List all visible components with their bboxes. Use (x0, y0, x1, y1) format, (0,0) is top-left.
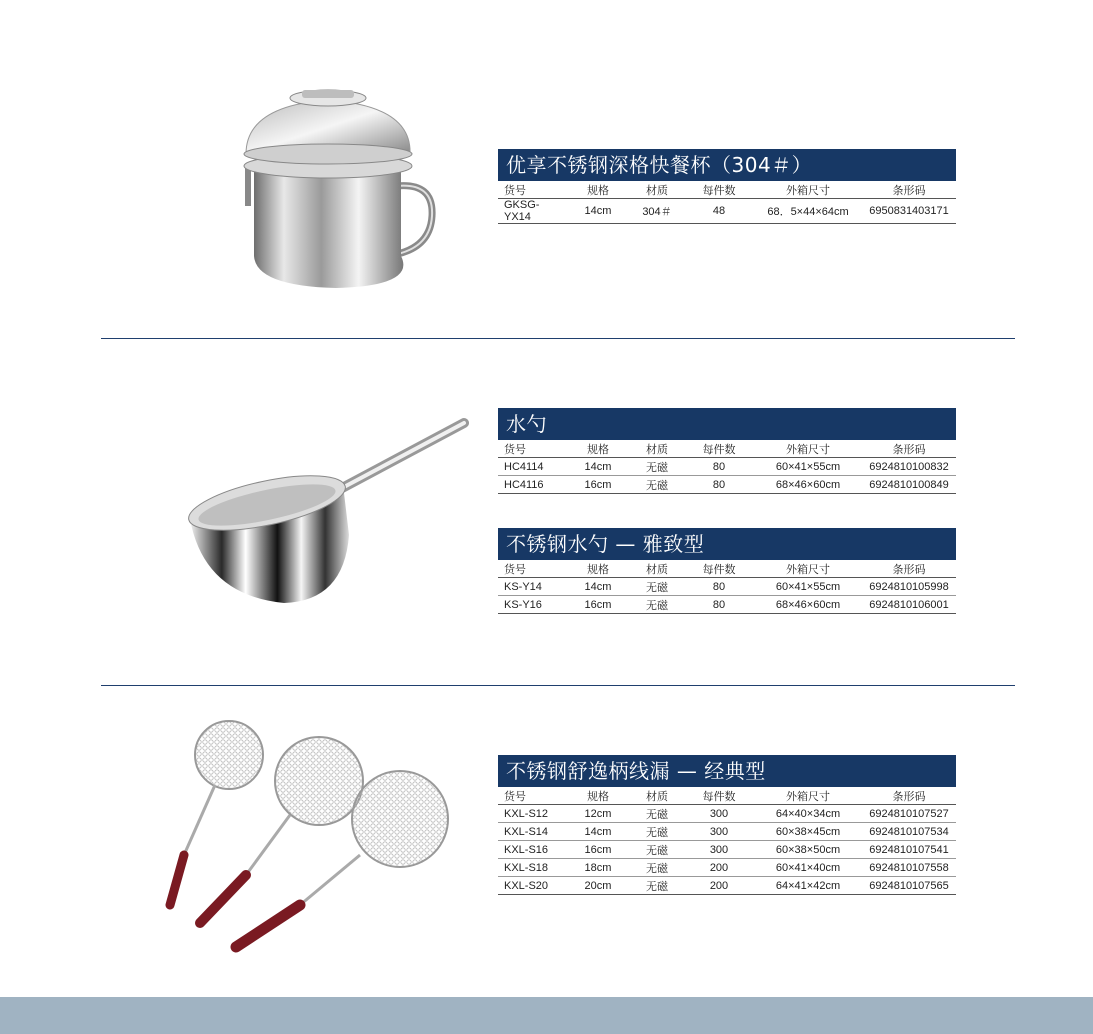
cell-barcode: 6924810107541 (862, 841, 956, 859)
cell-barcode: 6924810107527 (862, 805, 956, 823)
table-header-row (498, 560, 956, 578)
cell-barcode: 6924810107534 (862, 823, 956, 841)
cell-qty: 300 (684, 841, 754, 859)
cell-item-no: KXL-S12 (498, 805, 566, 823)
table-row (498, 476, 956, 494)
table-row (498, 823, 956, 841)
cell-size: 16cm (566, 841, 630, 859)
col-header-size: 规格 (566, 560, 630, 578)
col-header-barcode: 条形码 (862, 787, 956, 805)
table-row (498, 805, 956, 823)
cell-barcode: 6924810105998 (862, 578, 956, 596)
col-header-item-no: 货号 (498, 787, 566, 805)
cell-size: 14cm (566, 199, 630, 224)
strainer-image (160, 715, 456, 955)
col-header-qty: 每件数 (684, 440, 754, 458)
section-divider (101, 685, 1015, 686)
cell-carton: 60×38×50cm (754, 841, 862, 859)
footer-bar (0, 997, 1093, 1034)
cell-qty: 48 (684, 199, 754, 224)
cell-size: 12cm (566, 805, 630, 823)
col-header-size: 规格 (566, 787, 630, 805)
col-header-barcode: 条形码 (862, 560, 956, 578)
section-divider (101, 338, 1015, 339)
cell-size: 16cm (566, 476, 630, 494)
cell-carton: 60×41×55cm (754, 458, 862, 476)
table-header-row (498, 440, 956, 458)
table-row (498, 199, 956, 224)
cell-carton: 64×41×42cm (754, 877, 862, 895)
col-header-material: 材质 (630, 440, 684, 458)
col-header-item-no: 货号 (498, 560, 566, 578)
cell-material: 无磁 (630, 596, 684, 614)
cell-material: 无磁 (630, 823, 684, 841)
cell-qty: 80 (684, 578, 754, 596)
cell-material: 无磁 (630, 458, 684, 476)
cell-size: 14cm (566, 823, 630, 841)
table-row (498, 841, 956, 859)
cell-barcode: 6924810106001 (862, 596, 956, 614)
cell-size: 20cm (566, 877, 630, 895)
cell-size: 18cm (566, 859, 630, 877)
col-header-material: 材质 (630, 560, 684, 578)
cell-size: 14cm (566, 578, 630, 596)
col-header-qty: 每件数 (684, 181, 754, 199)
col-header-carton: 外箱尺寸 (754, 787, 862, 805)
cell-item-no: KXL-S16 (498, 841, 566, 859)
strainer-spec-table (498, 787, 956, 895)
cell-barcode: 6924810107565 (862, 877, 956, 895)
table-row (498, 596, 956, 614)
cell-qty: 200 (684, 877, 754, 895)
cell-item-no: KXL-S14 (498, 823, 566, 841)
col-header-item-no: 货号 (498, 440, 566, 458)
table-row (498, 578, 956, 596)
col-header-material: 材质 (630, 787, 684, 805)
ladle-elegant-spec-block (498, 528, 956, 614)
col-header-carton: 外箱尺寸 (754, 440, 862, 458)
cell-item-no: GKSG-YX14 (498, 199, 566, 224)
cell-qty: 80 (684, 476, 754, 494)
col-header-qty: 每件数 (684, 560, 754, 578)
cell-qty: 300 (684, 805, 754, 823)
lunch-cup-image (236, 86, 440, 292)
cell-carton: 68×46×60cm (754, 476, 862, 494)
col-header-size: 规格 (566, 181, 630, 199)
cell-qty: 80 (684, 596, 754, 614)
col-header-carton: 外箱尺寸 (754, 560, 862, 578)
cell-qty: 200 (684, 859, 754, 877)
cell-carton: 60×41×40cm (754, 859, 862, 877)
col-header-qty: 每件数 (684, 787, 754, 805)
col-header-carton: 外箱尺寸 (754, 181, 862, 199)
cell-carton: 60×41×55cm (754, 578, 862, 596)
cup-title: 优享不锈钢深格快餐杯（304＃） (498, 149, 956, 181)
cell-barcode: 6924810100849 (862, 476, 956, 494)
cell-item-no: KXL-S18 (498, 859, 566, 877)
cell-barcode: 6950831403171 (862, 199, 956, 224)
col-header-item-no: 货号 (498, 181, 566, 199)
table-header-row (498, 787, 956, 805)
cell-item-no: KS-Y16 (498, 596, 566, 614)
table-row (498, 859, 956, 877)
ladle-title: 水勺 (498, 408, 956, 440)
cell-qty: 300 (684, 823, 754, 841)
cup-spec-table (498, 181, 956, 224)
cup-spec-block (498, 149, 956, 224)
cell-carton: 64×40×34cm (754, 805, 862, 823)
col-header-barcode: 条形码 (862, 440, 956, 458)
cell-size: 14cm (566, 458, 630, 476)
cell-size: 16cm (566, 596, 630, 614)
cell-carton: 60×38×45cm (754, 823, 862, 841)
cell-material: 304＃ (630, 199, 684, 224)
strainer-spec-block (498, 755, 956, 895)
col-header-size: 规格 (566, 440, 630, 458)
table-header-row (498, 181, 956, 199)
ladle-elegant-title: 不锈钢水勺 — 雅致型 (498, 528, 956, 560)
cell-carton: 68×46×60cm (754, 596, 862, 614)
water-ladle-image (184, 415, 474, 607)
cell-material: 无磁 (630, 859, 684, 877)
cell-barcode: 6924810107558 (862, 859, 956, 877)
cell-material: 无磁 (630, 805, 684, 823)
cell-material: 无磁 (630, 476, 684, 494)
col-header-material: 材质 (630, 181, 684, 199)
cell-carton: 68．5×44×64cm (754, 199, 862, 224)
cell-material: 无磁 (630, 877, 684, 895)
cell-item-no: HC4116 (498, 476, 566, 494)
table-row (498, 458, 956, 476)
ladle-elegant-spec-table (498, 560, 956, 614)
cell-qty: 80 (684, 458, 754, 476)
strainer-title: 不锈钢舒逸柄线漏 — 经典型 (498, 755, 956, 787)
cell-material: 无磁 (630, 578, 684, 596)
cell-barcode: 6924810100832 (862, 458, 956, 476)
ladle-spec-table (498, 440, 956, 494)
cell-material: 无磁 (630, 841, 684, 859)
ladle-spec-block (498, 408, 956, 494)
cell-item-no: KXL-S20 (498, 877, 566, 895)
cell-item-no: HC4114 (498, 458, 566, 476)
cell-item-no: KS-Y14 (498, 578, 566, 596)
table-row (498, 877, 956, 895)
col-header-barcode: 条形码 (862, 181, 956, 199)
